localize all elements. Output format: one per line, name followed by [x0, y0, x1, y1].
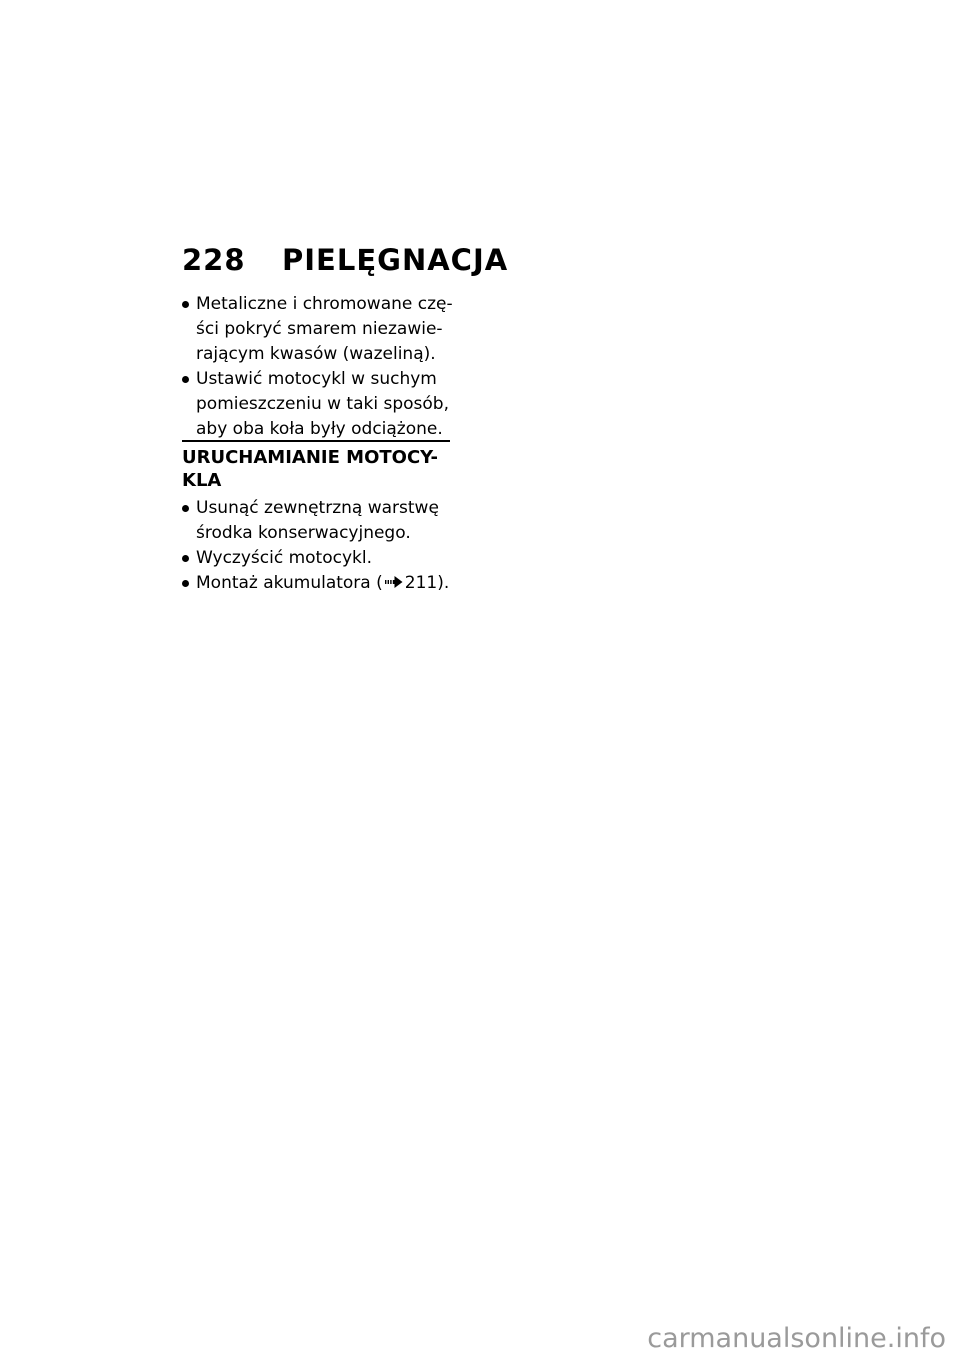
list-item-text-before: Montaż akumulatora (	[196, 573, 383, 593]
page-header	[182, 240, 509, 280]
bullet-icon	[182, 505, 189, 512]
list-item	[182, 571, 457, 596]
list-item	[182, 367, 457, 442]
list-item-text: Metaliczne i chromowane czę-ści pokryć smarem niezawie-rającym kwasów (wazeliną).	[196, 294, 453, 364]
list-item	[182, 496, 457, 546]
list-item-text: Wyczyścić motocykl.	[196, 548, 372, 568]
page-reference-link[interactable]: 211	[404, 573, 438, 593]
bullet-icon	[182, 555, 189, 562]
list-item	[182, 546, 457, 571]
startup-steps-list	[182, 496, 457, 596]
list-item-text: Usunąć zewnętrzną warstwę środka konserwacyjnego.	[196, 498, 439, 543]
care-steps-list	[182, 292, 457, 442]
site-watermark: carmanualsonline.info	[647, 1323, 946, 1354]
list-item-text	[196, 571, 457, 596]
bullet-icon	[182, 376, 189, 383]
page-number: 228	[182, 243, 246, 277]
list-item-text: Ustawić motocykl w suchym pomieszczeniu w taki sposób, aby oba koła były odciążone.	[196, 369, 449, 439]
section-divider	[182, 440, 450, 442]
page-reference-arrow-icon[interactable]	[385, 576, 403, 588]
bullet-icon	[182, 580, 189, 587]
list-item	[182, 292, 457, 367]
list-item-text-after: ).	[437, 573, 450, 593]
section-heading: URUCHAMIANIE MOTOCY-KLA	[182, 447, 439, 491]
bullet-icon	[182, 301, 189, 308]
chapter-title: PIELĘGNACJA	[282, 243, 509, 277]
